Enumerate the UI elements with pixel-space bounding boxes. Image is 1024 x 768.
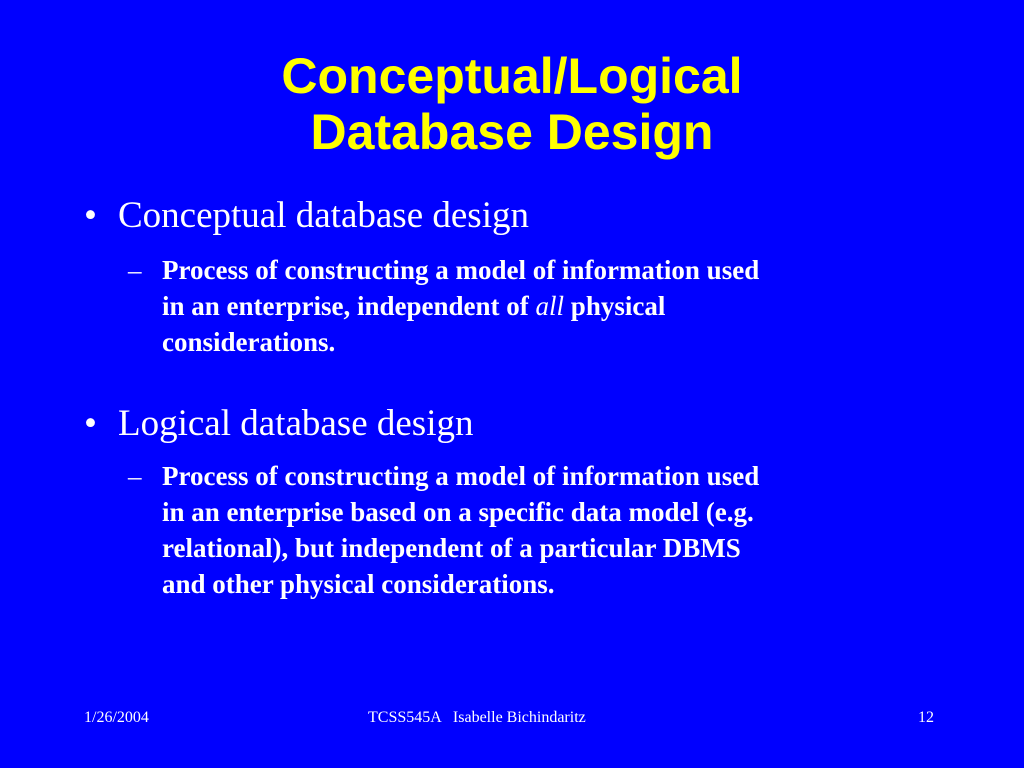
sub-line-text: physical xyxy=(570,291,666,321)
title-line-2: Database Design xyxy=(310,104,714,160)
bullet-marker: • xyxy=(84,195,97,236)
sub-line-text: in an enterprise, independent of xyxy=(162,291,529,321)
emphasis-text: all xyxy=(535,291,565,321)
bullet-text: Conceptual database design xyxy=(118,195,529,236)
bullet-conceptual xyxy=(84,194,529,238)
footer-date: 1/26/2004 xyxy=(84,709,149,726)
sub-line: and other physical considerations. xyxy=(162,569,555,599)
footer-page-number: 12 xyxy=(918,709,934,726)
sub-line xyxy=(162,288,759,324)
sub-line: considerations. xyxy=(162,327,336,357)
sub-bullet-marker: – xyxy=(128,255,142,285)
title-line-1: Conceptual/Logical xyxy=(281,48,743,104)
sub-line: Process of constructing a model of information used xyxy=(162,461,760,491)
bullet-text: Logical database design xyxy=(118,403,474,444)
footer-course-author: TCSS545A Isabelle Bichindaritz xyxy=(368,709,586,726)
sub-line: relational), but independent of a particular DBMS xyxy=(162,533,741,563)
bullet-marker: • xyxy=(84,403,97,444)
sub-bullet-marker: – xyxy=(128,461,142,491)
sub-line: in an enterprise based on a specific data model (e.g. xyxy=(162,497,754,527)
bullet-logical xyxy=(84,402,473,446)
slide-title xyxy=(0,48,1024,160)
sub-line: Process of constructing a model of information used xyxy=(162,255,760,285)
